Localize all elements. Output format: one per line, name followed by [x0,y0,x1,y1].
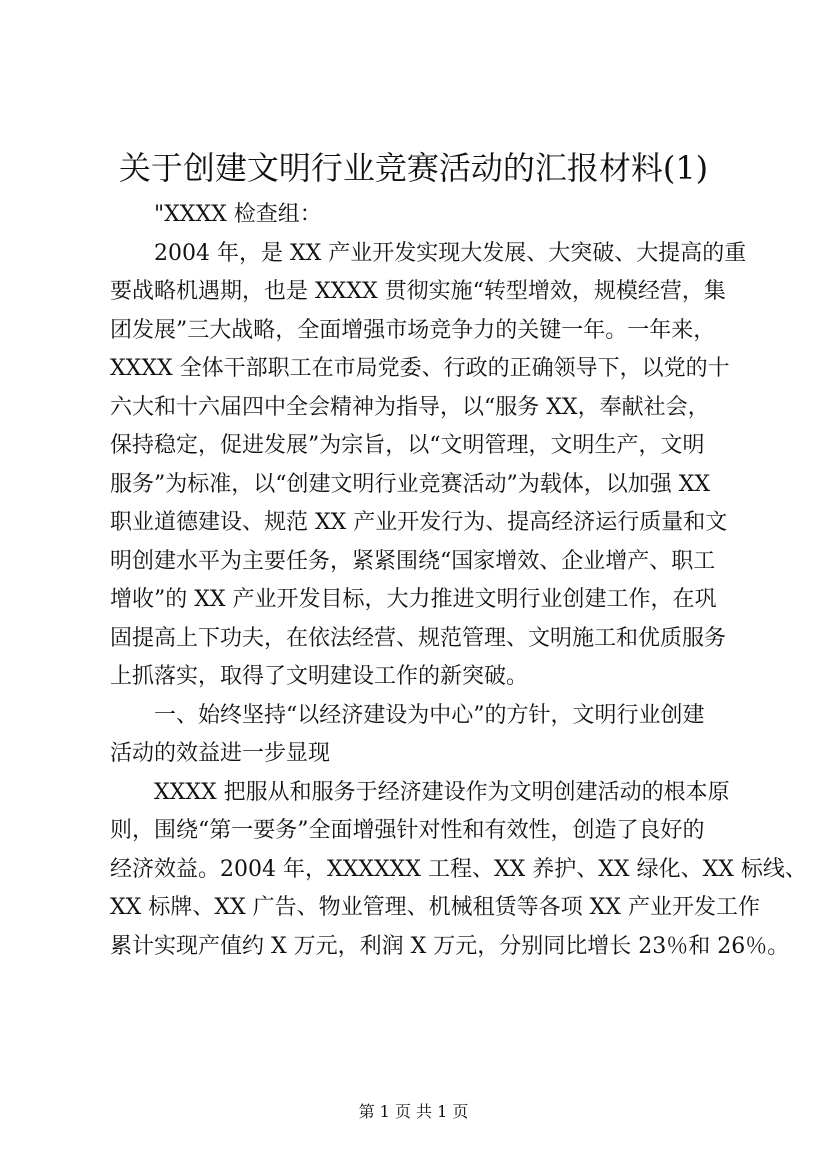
section-heading-continued: 活动的效益进一步显现 [110,741,331,766]
salutation: "XXXX 检查组： [154,202,322,227]
section-heading: 一、始终坚持“以经济建设为中心”的方针，文明行业创建 [154,702,705,728]
body-line: 2004 年，是 XX 产业开发实现大发展、大突破、大提高的重 [154,240,747,266]
body-line: 上抓落实，取得了文明建设工作的新突破。 [110,664,529,689]
body-line: 增收”的 XX 产业开发目标，大力推进文明行业创建工作，在巩 [110,587,717,612]
body-line: 固提高上下功夫，在依法经营、规范管理、文明施工和优质服务 [110,625,727,651]
body-line: 明创建水平为主要任务，紧紧围绕“国家增效、企业增产、职工 [110,548,716,574]
body-line: 团发展”三大战略，全面增强市场竞争力的关键一年。一年来， [110,317,716,343]
body-line: 职业道德建设、规范 XX 产业开发行为、提高经济运行质量和文 [110,510,728,535]
body-line: 六大和十六届四中全会精神为指导，以“服务 XX，奉献社会， [110,394,710,420]
body-line: 保持稳定，促进发展”为宗旨，以“文明管理，文明生产，文明 [110,433,705,458]
body-line: 经济效益。2004 年，XXXXXX 工程、XX 养护、XX 绿化、XX 标线、 [110,856,807,882]
body-line: XXXX 全体干部职工在市局党委、行政的正确领导下，以党的十 [110,356,730,381]
body-line: 累计实现产值约 X 万元，利润 X 万元，分别同比增长 23％和 26％。 [110,933,790,959]
page-number-footer: 第 1 页 共 1 页 [358,1102,469,1121]
body-line: 服务”为标准，以“创建文明行业竞赛活动”为载体，以加强 XX [110,471,711,497]
document-title: 关于创建文明行业竞赛活动的汇报材料(1) [118,149,709,187]
body-line: 要战略机遇期，也是 XXXX 贯彻实施“转型增效，规模经营，集 [110,279,726,304]
body-line: XXXX 把服从和服务于经济建设作为文明创建活动的根本原 [154,779,730,805]
body-line: XX 标牌、XX 广告、物业管理、机械租赁等各项 XX 产业开发工作 [110,895,760,920]
body-line: 则，围绕“第一要务”全面增强针对性和有效性，创造了良好的 [110,818,705,843]
document-body [110,196,807,966]
